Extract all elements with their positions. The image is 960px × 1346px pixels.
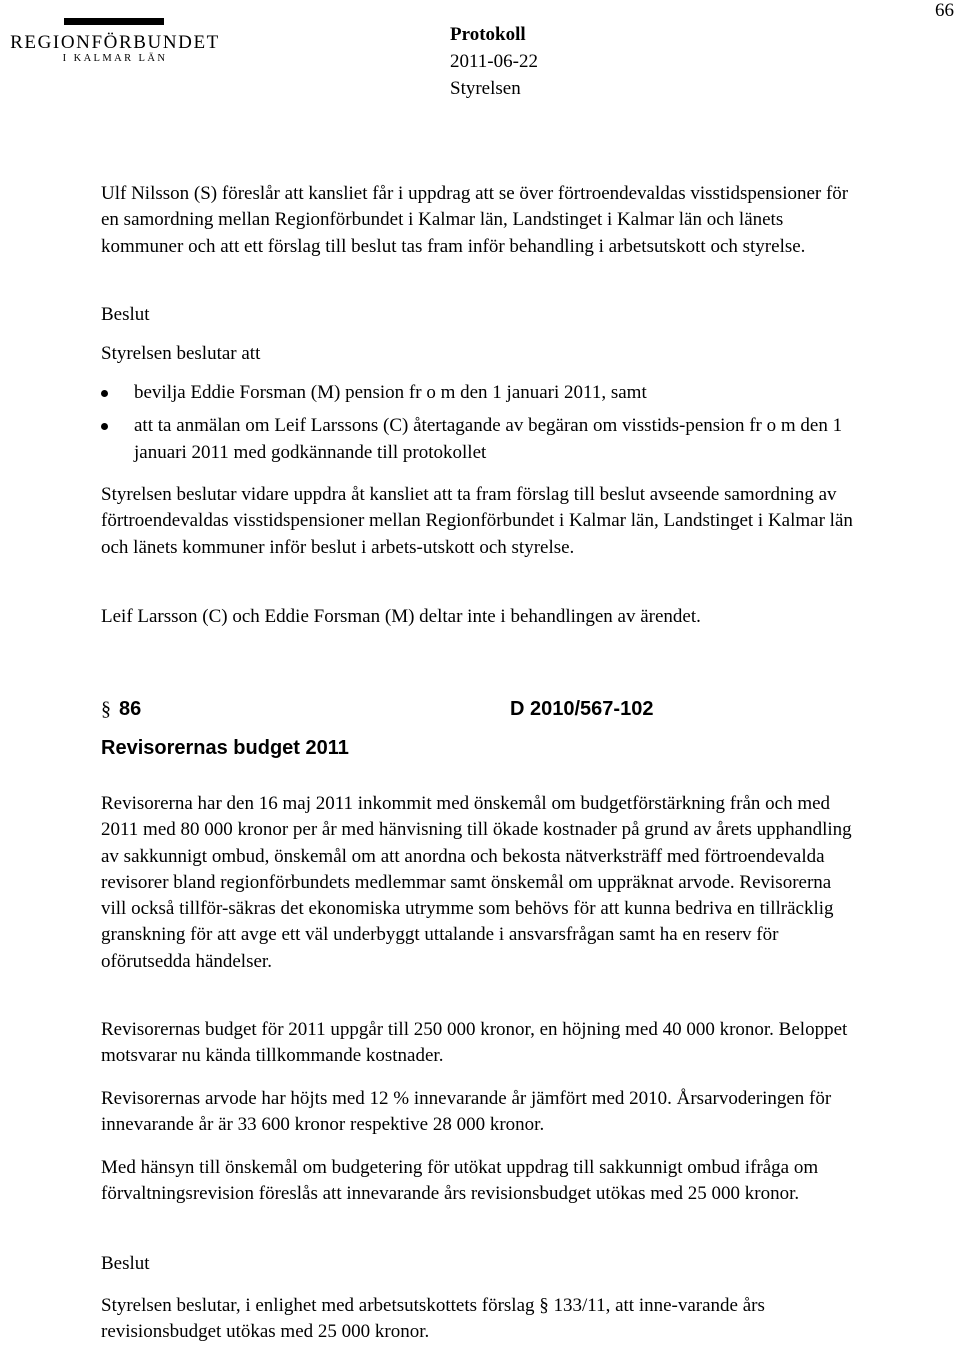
paragraph-sign: § [101, 698, 111, 720]
document-type: Protokoll [450, 24, 526, 45]
intro-paragraph: Ulf Nilsson (S) föreslår att kansliet får i uppdrag att se över förtroendevaldas visstidspensioner för en samordning mellan Regionförbundet i Kalmar län, Landstinget i Kalmar län och länets kommuner och att ett förslag till beslut tas fram inför behandling i arbetsutskott och styrelse. [101, 183, 849, 257]
decision2-text: Styrelsen beslutar, i enlighet med arbetsutskottets förslag § 133/11, att inne-varande års revisionsbudget utökas med 25 000 kronor. [101, 1295, 765, 1343]
paragraph-2: Revisorernas budget för 2011 uppgår till 250 000 kronor, en höjning med 40 000 kronor. Beloppet motsvarar nu kända tillkommande kostnader. [101, 1019, 848, 1067]
decision2-heading: Beslut [101, 1253, 150, 1274]
decision-lead: Styrelsen beslutar att [101, 343, 261, 364]
bullet-icon [101, 423, 108, 430]
list-item [101, 380, 861, 406]
logo-sub: I KALMAR LÄN [62, 53, 168, 64]
bullet-text: bevilja Eddie Forsman (M) pension fr o m den 1 januari 2011, samt [134, 382, 647, 403]
bullet-icon [101, 390, 108, 397]
section-number [101, 697, 141, 721]
paragraph-4: Med hänsyn till önskemål om budgetering för utökat uppdrag till sakkunnigt ombud ifråga om förvaltningsrevision föreslås att innevarande års revisionsbudget utökas med 25 000 kronor. [101, 1157, 819, 1205]
decision-bullets [101, 380, 861, 466]
decision-further: Styrelsen beslutar vidare uppdra åt kansliet att ta fram förslag till beslut avseende samordning av förtroendevaldas visstidspensioner mellan Regionförbundet i Kalmar län, Landstinget i Kalmar län och länets kommuner inför beslut i arbets-utskott och styrelse. [101, 484, 853, 558]
paragraph-1: Revisorerna har den 16 maj 2011 inkommit med önskemål om budgetförstärkning från och med 2011 med 80 000 kronor per år med hänvisning till ökade kostnader på grund av årets upphandling av sakkunnigt ombud, önskemål om att anordna och bekosta nätverksträff med förtroendevalda revisorer bland regionförbundets medlemmar samt önskemål om uppräknat arvode. Revisorerna vill också tillför-säkras det ekonomiska utrymme som behövs för att kunna bedriva en tillräcklig granskning för att avge ett väl underbyggt uttalande i ansvarsfrågan samt ha en reserv för oförutsedda händelser. [101, 793, 852, 972]
bullet-text: att ta anmälan om Leif Larssons (C) återtagande av begäran om visstids-pension fr o m den 1 januari 2011 med godkännande till protokollet [134, 415, 843, 463]
decision-recusal: Leif Larsson (C) och Eddie Forsman (M) deltar inte i behandlingen av ärendet. [101, 606, 701, 627]
list-item [101, 413, 861, 466]
logo [2, 15, 228, 71]
paragraph-3: Revisorernas arvode har höjts med 12 % innevarande år jämfört med 2010. Årsarvoderingen för innevarande år är 33 600 kronor respektive 28 000 kronor. [101, 1088, 832, 1136]
section-title: Revisorernas budget 2011 [101, 737, 349, 759]
document-date: 2011-06-22 [450, 51, 538, 72]
case-number: D 2010/567-102 [510, 698, 654, 720]
logo-bar [64, 18, 164, 25]
section-number-value: 86 [119, 698, 142, 720]
document-body: Styrelsen [450, 78, 521, 99]
logo-name: REGIONFÖRBUNDET [10, 32, 220, 53]
header-block [450, 21, 538, 102]
decision-heading: Beslut [101, 304, 150, 325]
page-number: 66 [935, 0, 954, 21]
